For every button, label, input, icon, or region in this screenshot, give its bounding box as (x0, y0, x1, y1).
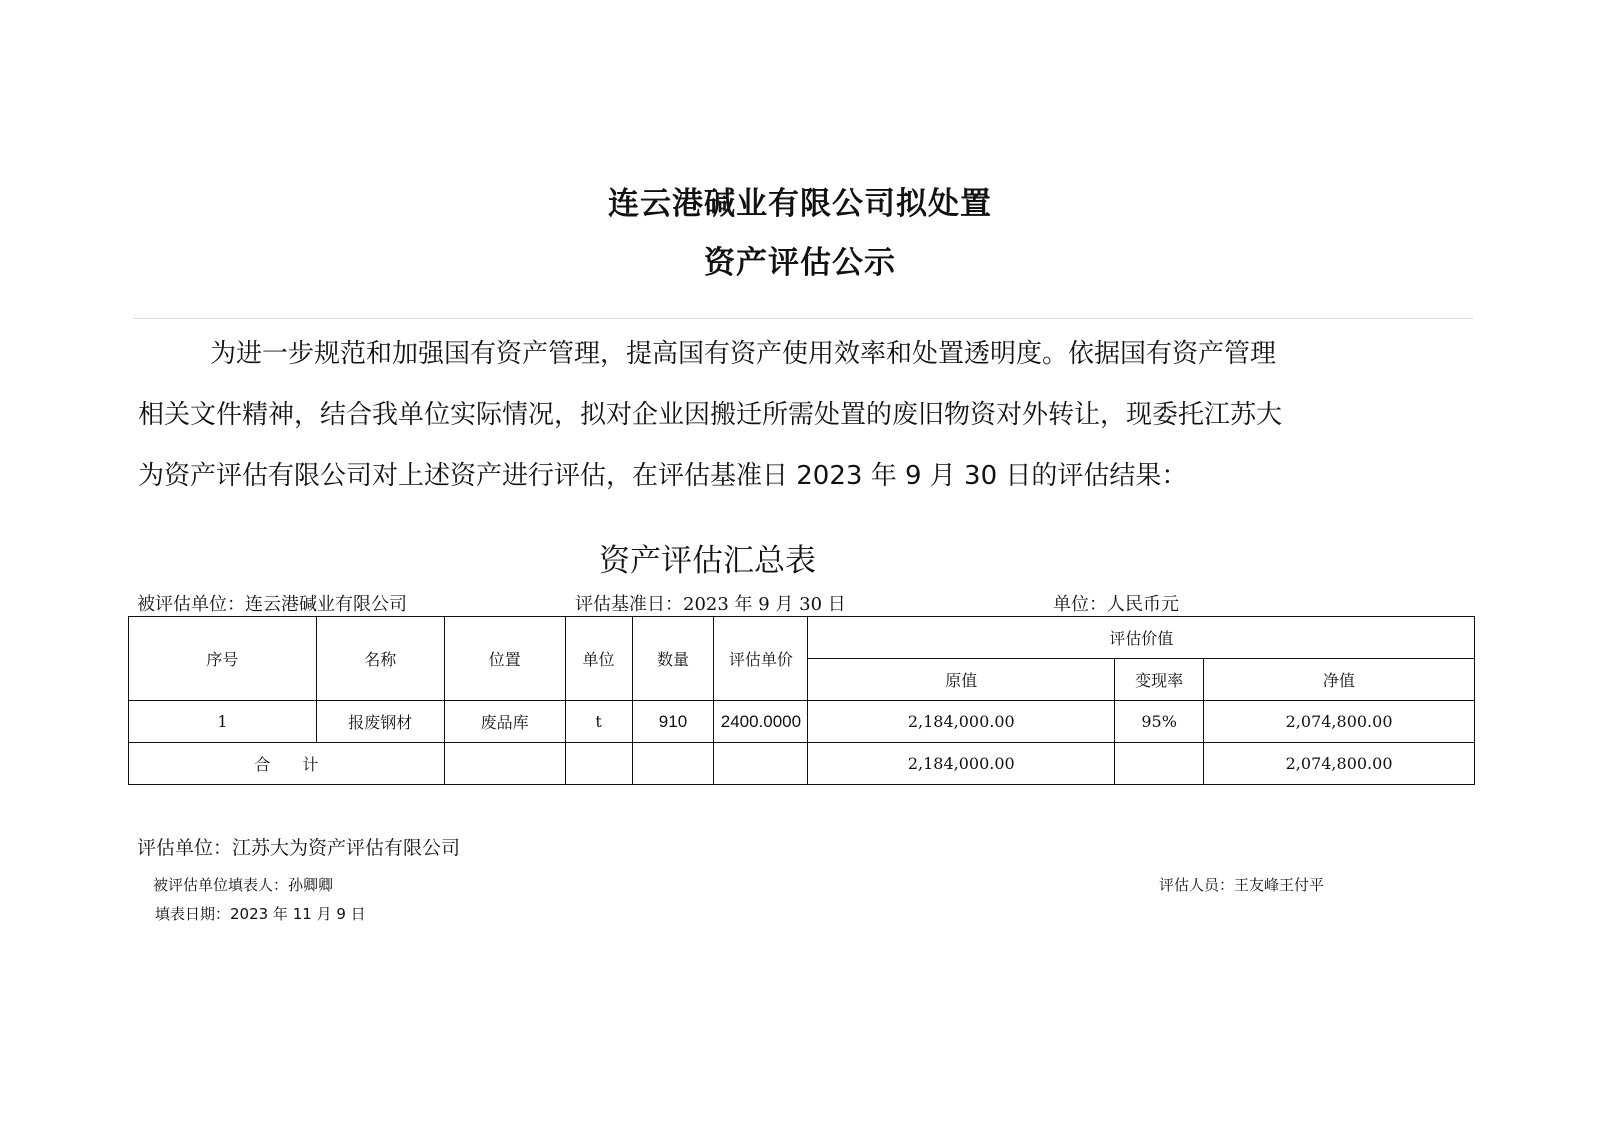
total-net-value: 2,074,800.00 (1204, 743, 1475, 785)
header-valuation-group: 评估价值 (808, 617, 1475, 659)
cell-unit: t (565, 701, 632, 743)
currency-unit: 单位：人民币元 (1053, 594, 1179, 615)
header-no: 序号 (129, 617, 317, 701)
total-empty-quantity (632, 743, 714, 785)
header-name: 名称 (316, 617, 444, 701)
asset-valuation-summary-table (128, 616, 1475, 785)
total-empty-unit (565, 743, 632, 785)
fill-date: 填表日期：2023 年 11 月 9 日 (155, 905, 366, 923)
document-title-line-1: 连云港碱业有限公司拟处置 (608, 186, 992, 222)
cell-realization-rate: 95% (1115, 701, 1204, 743)
cell-name: 报废钢材 (316, 701, 444, 743)
document-title-line-2: 资产评估公示 (704, 245, 896, 281)
summary-table-title: 资产评估汇总表 (599, 543, 816, 579)
title-divider (133, 318, 1473, 319)
header-original-value: 原值 (808, 659, 1115, 701)
table-header-row (129, 617, 1475, 659)
header-net-value: 净值 (1204, 659, 1475, 701)
appraisers: 评估人员：王友峰王付平 (1159, 876, 1325, 894)
total-empty-price (714, 743, 808, 785)
table-row (129, 701, 1475, 743)
cell-unit-price: 2400.0000 (714, 701, 808, 743)
table-total-row (129, 743, 1475, 785)
base-date: 评估基准日：2023 年 9 月 30 日 (575, 594, 846, 615)
cell-original-value: 2,184,000.00 (808, 701, 1115, 743)
cell-quantity: 910 (632, 701, 714, 743)
header-unit: 单位 (565, 617, 632, 701)
total-empty-location (444, 743, 565, 785)
header-quantity: 数量 (632, 617, 714, 701)
appraiser-unit: 评估单位：江苏大为资产评估有限公司 (137, 837, 461, 859)
total-original-value: 2,184,000.00 (808, 743, 1115, 785)
evaluated-unit: 被评估单位：连云港碱业有限公司 (137, 594, 407, 615)
paragraph-line-2: 相关文件精神，结合我单位实际情况，拟对企业因搬迁所需处置的废旧物资对外转让，现委托江苏大 (138, 400, 1283, 430)
total-empty-rate (1115, 743, 1204, 785)
paragraph-line-3: 为资产评估有限公司对上述资产进行评估，在评估基准日 2023 年 9 月 30 日的评估结果： (138, 461, 1188, 491)
cell-location: 废品库 (444, 701, 565, 743)
announcement-paragraph (138, 324, 1468, 507)
header-location: 位置 (444, 617, 565, 701)
header-unit-price: 评估单价 (714, 617, 808, 701)
paragraph-line-1: 为进一步规范和加强国有资产管理，提高国有资产使用效率和处置透明度。依据国有资产管理 (210, 339, 1277, 369)
cell-no: 1 (129, 701, 317, 743)
total-label: 合 计 (129, 743, 445, 785)
cell-net-value: 2,074,800.00 (1204, 701, 1475, 743)
header-realization-rate: 变现率 (1115, 659, 1204, 701)
form-filler: 被评估单位填表人：孙卿卿 (153, 876, 334, 894)
